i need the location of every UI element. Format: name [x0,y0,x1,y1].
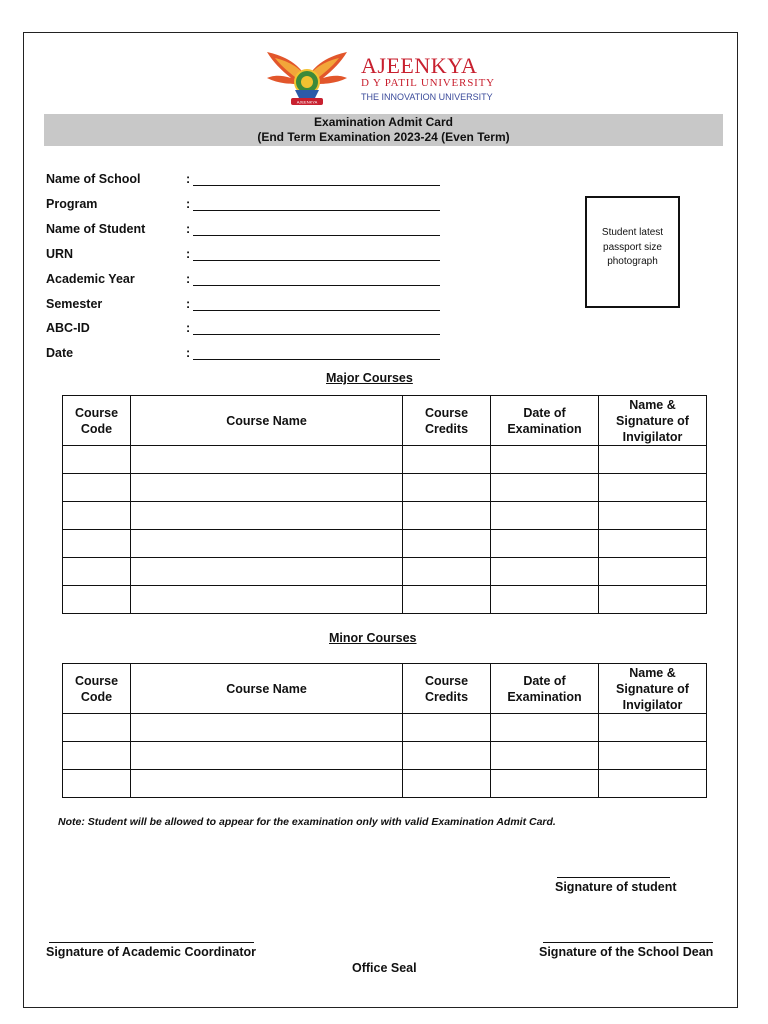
table-cell[interactable] [403,502,491,530]
table-cell[interactable] [599,770,707,798]
column-header-course-code: Course Code [63,664,131,714]
table-cell[interactable] [599,446,707,474]
student-signature-line[interactable] [557,877,670,878]
university-subtitle: D Y PATIL UNIVERSITY [361,77,495,89]
field-blank-line[interactable] [193,334,440,335]
table-cell[interactable] [491,530,599,558]
field-label: Name of Student [46,222,146,236]
table-cell[interactable] [599,558,707,586]
column-header-course-credits: Course Credits [403,396,491,446]
table-cell[interactable] [491,714,599,742]
photo-caption-line: passport size [603,241,662,253]
field-separator: : [186,172,191,186]
emblem-ribbon-text: AJEENKYA [296,99,318,105]
field-separator: : [186,346,191,360]
table-cell[interactable] [131,586,403,614]
table-cell[interactable] [63,502,131,530]
table-header-row [63,396,707,446]
table-cell[interactable] [491,446,599,474]
table-cell[interactable] [131,474,403,502]
column-header-invigilator: Name & Signature of Invigilator [599,396,707,446]
dean-signature-line[interactable] [543,942,713,943]
field-separator: : [186,321,191,335]
table-cell[interactable] [403,530,491,558]
field-label: Name of School [46,172,141,186]
table-cell[interactable] [403,446,491,474]
table-cell[interactable] [491,558,599,586]
column-header-course-credits: Course Credits [403,664,491,714]
page-title: Examination Admit Card [314,115,453,129]
table-row [63,446,707,474]
table-header-row [63,664,707,714]
field-separator: : [186,197,191,211]
field-blank-line[interactable] [193,185,440,186]
admit-card-note: Note: Student will be allowed to appear for the examination only with valid Examination Admit Card. [58,816,556,828]
table-cell[interactable] [403,586,491,614]
table-cell[interactable] [599,530,707,558]
table-cell[interactable] [131,558,403,586]
table-cell[interactable] [403,474,491,502]
table-cell[interactable] [491,474,599,502]
table-row [63,742,707,770]
column-header-course-name: Course Name [131,664,403,714]
field-label: Program [46,197,98,211]
table-cell[interactable] [491,586,599,614]
table-cell[interactable] [63,558,131,586]
table-cell[interactable] [403,742,491,770]
field-label: URN [46,247,74,261]
field-label: Semester [46,297,103,311]
table-cell[interactable] [63,742,131,770]
table-row [63,530,707,558]
table-cell[interactable] [131,446,403,474]
table-cell[interactable] [491,502,599,530]
table-cell[interactable] [599,502,707,530]
table-cell[interactable] [599,742,707,770]
field-blank-line[interactable] [193,359,440,360]
university-tagline: THE INNOVATION UNIVERSITY [361,92,493,102]
field-separator: : [186,247,191,261]
office-seal-label: Office Seal [352,961,417,975]
table-cell[interactable] [403,714,491,742]
field-blank-line[interactable] [193,260,440,261]
coordinator-signature-label: Signature of Academic Coordinator [46,945,256,959]
table-cell[interactable] [599,586,707,614]
university-logo [265,48,495,108]
table-cell[interactable] [491,742,599,770]
table-cell[interactable] [131,742,403,770]
university-name: AJEENKYA [361,53,478,78]
major-courses-title: Major Courses [326,371,413,385]
table-row [63,586,707,614]
table-row [63,558,707,586]
field-blank-line[interactable] [193,310,440,311]
table-cell[interactable] [63,714,131,742]
field-separator: : [186,272,191,286]
university-emblem-icon [265,48,349,108]
minor-courses-table [62,663,707,798]
column-header-invigilator: Name & Signature of Invigilator [599,664,707,714]
column-header-course-name: Course Name [131,396,403,446]
column-header-date-of-examination: Date of Examination [491,664,599,714]
table-cell[interactable] [403,558,491,586]
table-row [63,502,707,530]
photo-caption-line: photograph [607,256,658,267]
table-row [63,770,707,798]
major-courses-table [62,395,707,614]
photo-placeholder[interactable] [585,196,680,308]
table-cell[interactable] [131,530,403,558]
dean-signature-label: Signature of the School Dean [539,945,714,959]
field-label: Date [46,346,74,360]
minor-courses-title: Minor Courses [329,631,417,645]
table-cell[interactable] [63,474,131,502]
table-cell[interactable] [403,770,491,798]
coordinator-signature-line[interactable] [49,942,254,943]
table-cell[interactable] [599,474,707,502]
photo-caption-line: Student latest [601,227,664,238]
title-band [44,114,723,146]
field-separator: : [186,297,191,311]
table-cell[interactable] [131,502,403,530]
table-row [63,474,707,502]
table-row [63,714,707,742]
table-cell[interactable] [131,770,403,798]
page-subtitle: (End Term Examination 2023-24 (Even Term) [257,130,510,144]
field-separator: : [186,222,191,236]
table-cell[interactable] [63,446,131,474]
field-label: ABC-ID [46,321,90,335]
table-cell[interactable] [63,530,131,558]
table-cell[interactable] [63,586,131,614]
field-blank-line[interactable] [193,285,440,286]
table-cell[interactable] [491,770,599,798]
column-header-date-of-examination: Date of Examination [491,396,599,446]
column-header-course-code: Course Code [63,396,131,446]
table-cell[interactable] [131,714,403,742]
student-signature-label: Signature of student [555,880,677,894]
field-blank-line[interactable] [193,210,440,211]
table-cell[interactable] [63,770,131,798]
field-label: Academic Year [46,272,135,286]
field-blank-line[interactable] [193,235,440,236]
table-cell[interactable] [599,714,707,742]
